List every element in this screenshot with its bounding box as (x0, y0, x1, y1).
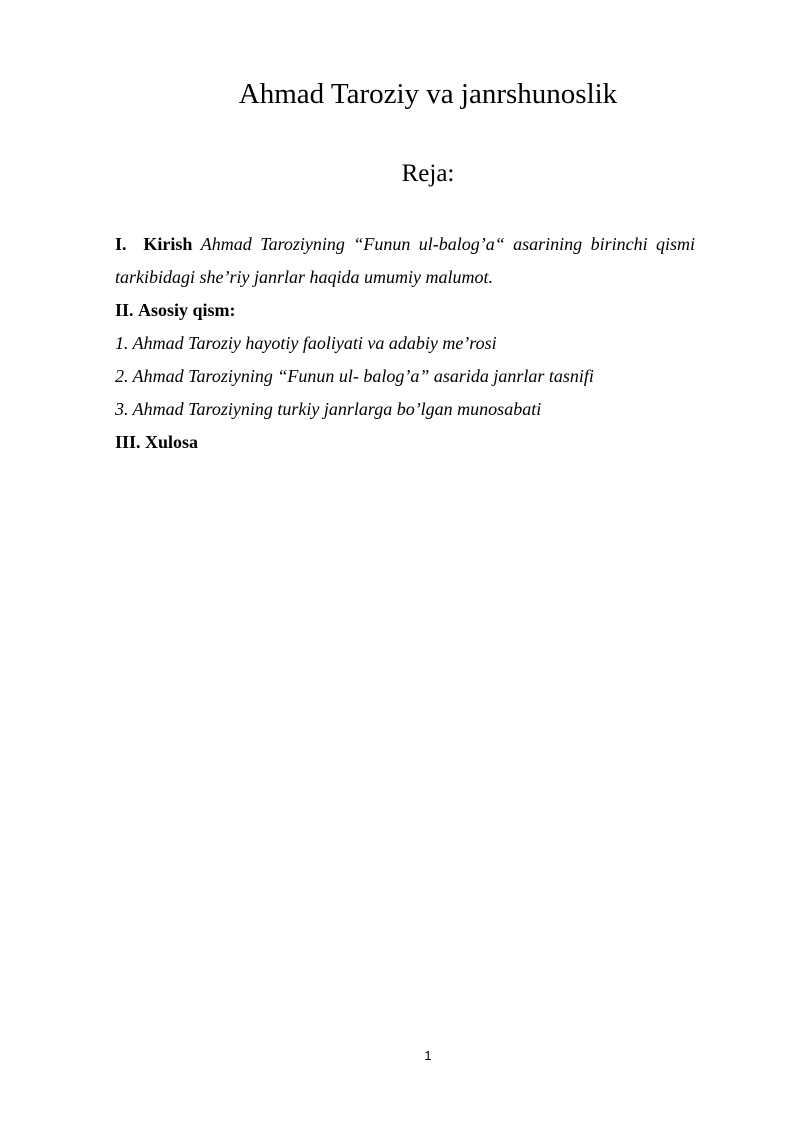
intro-label: Kirish (143, 234, 193, 254)
outline-item-intro (115, 228, 695, 294)
document-title: Ahmad Taroziy va janrshunoslik (238, 78, 618, 110)
conclusion-number: III. (115, 432, 141, 452)
outline-subitem-1: 1. Ahmad Taroziy hayotiy faoliyati va adabiy me’rosi (115, 333, 497, 353)
intro-number: I. (115, 234, 127, 254)
intro-text: Ahmad Taroziyning “Funun ul-balog’a“ asarining birinchi qismi tarkibidagi she’riy janrlar haqida umumiy malumot. (115, 234, 696, 287)
plan-outline (115, 228, 695, 459)
outline-subitem-2: 2. Ahmad Taroziyning “Funun ul- balog’a” asarida janrlar tasnifi (115, 366, 594, 386)
plan-heading: Reja: (401, 160, 455, 187)
main-number: II. (115, 300, 134, 320)
conclusion-label: Xulosa (145, 432, 199, 452)
page-number: 1 (424, 1048, 432, 1063)
main-label: Asosiy qism: (138, 300, 236, 320)
outline-subitem-3: 3. Ahmad Taroziyning turkiy janrlarga bo’lgan munosabati (115, 399, 542, 419)
outline-item-conclusion (115, 426, 695, 459)
outline-item-main (115, 294, 695, 327)
